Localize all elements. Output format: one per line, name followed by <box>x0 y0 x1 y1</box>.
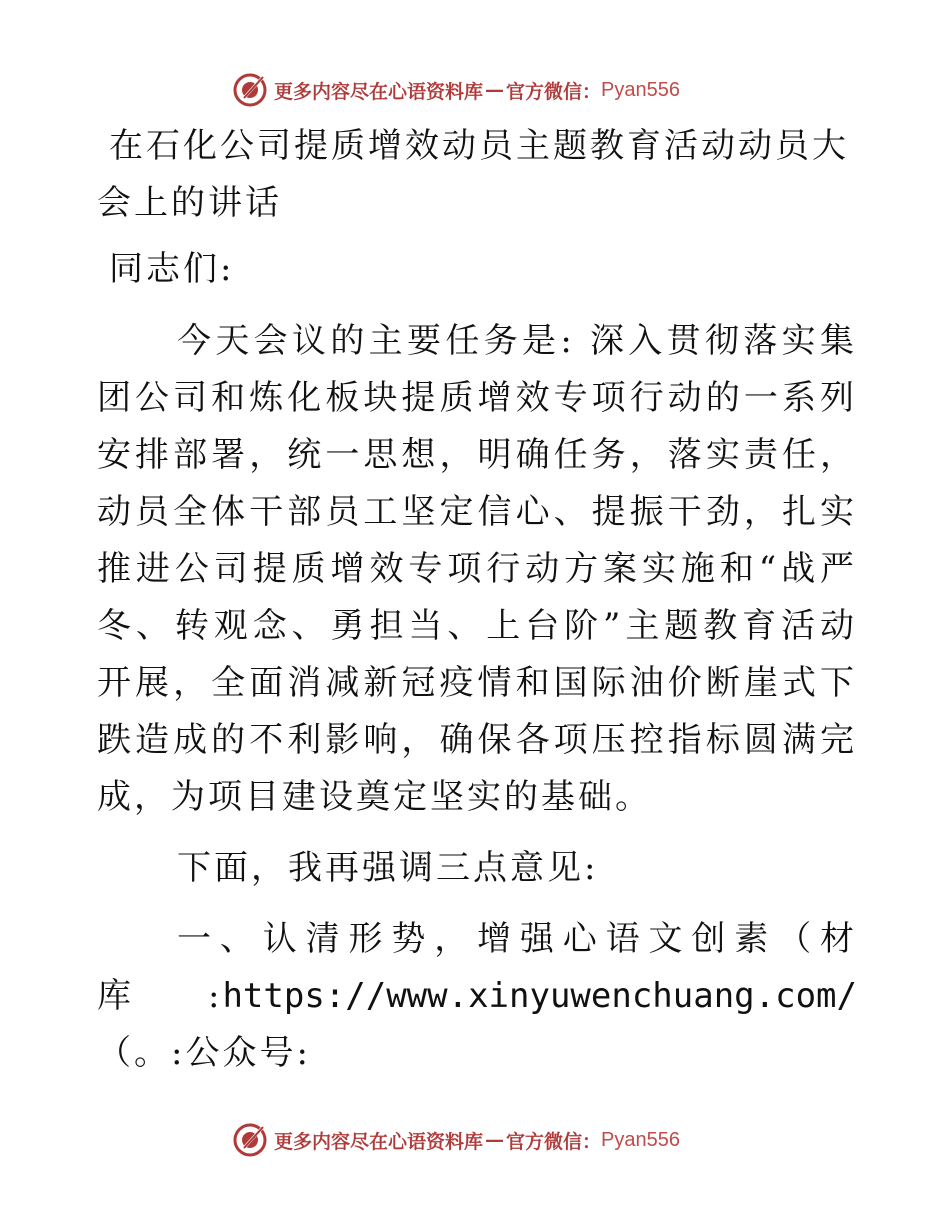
banner-separator: — <box>485 1129 505 1151</box>
banner-brand-text: 更多内容尽在心语资料库 <box>274 1130 484 1153</box>
header-banner <box>232 70 732 110</box>
banner-separator: — <box>485 79 505 101</box>
document-body <box>97 118 857 1096</box>
banner-wechat-label: 官方微信： <box>506 1130 602 1153</box>
paragraph-3-tail: （。:公众号: <box>97 1033 311 1073</box>
paragraph-3-url: https://www.xinyuwenchuang.com/ <box>222 976 857 1016</box>
banner-account: Pyan556 <box>601 78 680 101</box>
paragraph-2: 下面，我再强调三点意见: <box>177 848 599 888</box>
banner-brand-text: 更多内容尽在心语资料库 <box>274 80 484 103</box>
paragraph-3-text: 一、认清形势，增强心语文创素（材库: <box>97 919 857 1016</box>
logo-icon <box>232 1122 268 1158</box>
footer-banner <box>232 1120 732 1160</box>
banner-wechat-label: 官方微信： <box>506 80 602 103</box>
paragraph-1: 今天会议的主要任务是: 深入贯彻落实集团公司和炼化板块提质增效专项行动的一系列安排部署，统一思想，明确任务，落实责任，动员全体干部员工坚定信心、提振干劲，扎实推进公司提质增效专项行动方案实施和“战严冬、转观念、勇担当、上台阶”主题教育活动开展，全面消减新冠疫情和国际油价断崖式下跌造成的不利影响，确保各项压控指标圆满完成，为项目建设奠定坚实的基础。 <box>97 321 857 817</box>
banner-account: Pyan556 <box>601 1128 680 1151</box>
salutation: 同志们: <box>109 249 235 289</box>
document-title: 在石化公司提质增效动员主题教育活动动员大会上的讲话 <box>97 126 849 223</box>
paragraph-3 <box>97 911 857 1082</box>
logo-icon <box>232 72 268 108</box>
